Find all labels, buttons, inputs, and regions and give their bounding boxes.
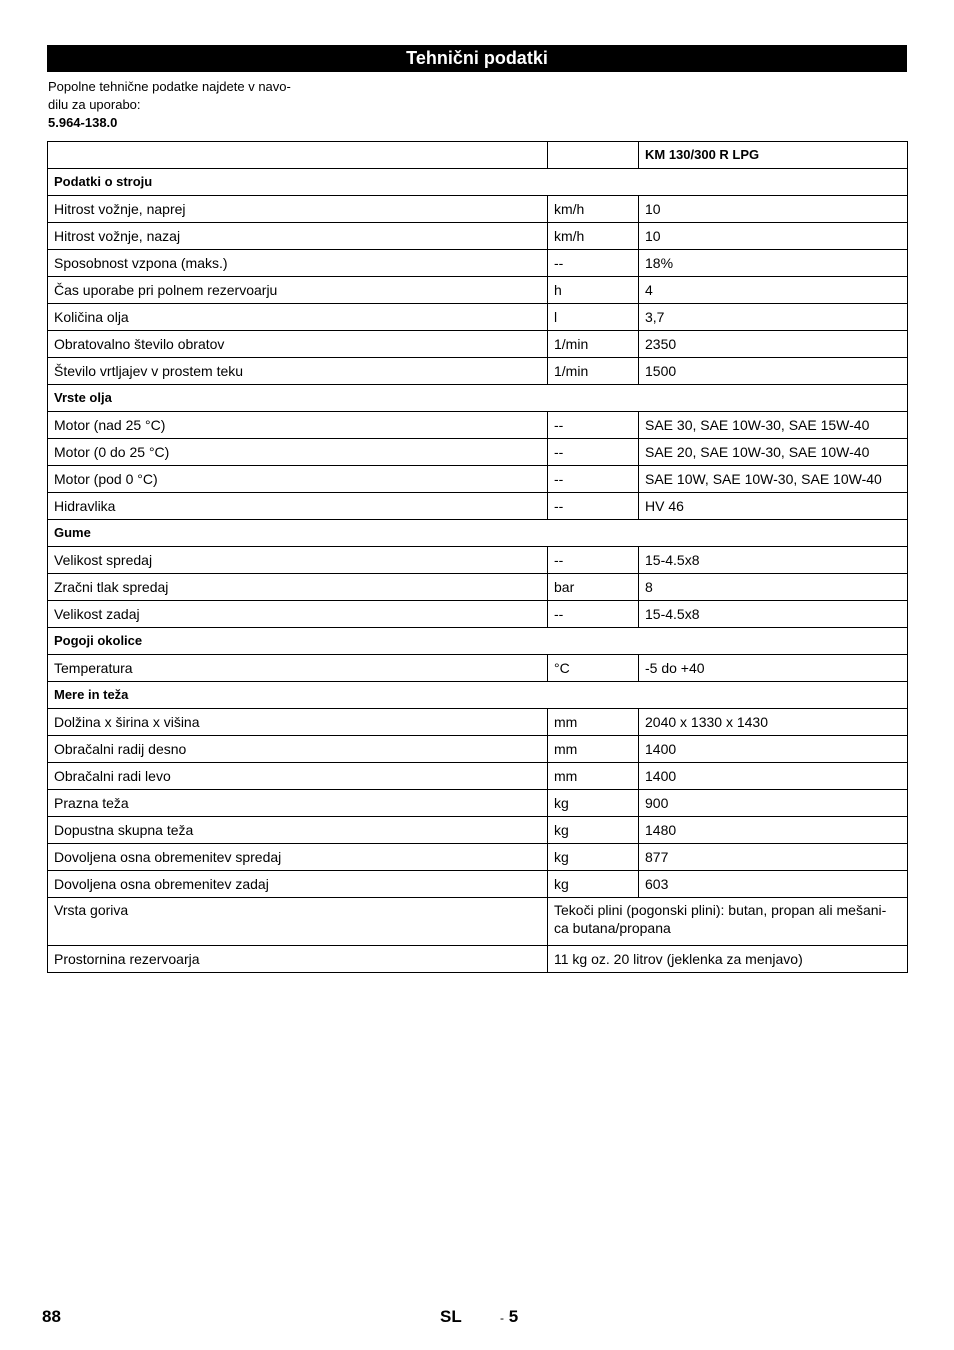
table-row: [48, 196, 908, 223]
section-row: [48, 385, 908, 412]
spec-value: 15-4.5x8: [639, 547, 908, 574]
spec-label: Število vrtljajev v prostem teku: [48, 358, 548, 385]
spec-unit: l: [548, 304, 639, 331]
spec-unit: --: [548, 250, 639, 277]
table-row: [48, 817, 908, 844]
table-row: [48, 466, 908, 493]
manual-code: 5.964-138.0: [48, 115, 118, 130]
section-heading: Vrste olja: [48, 385, 908, 412]
spec-unit: --: [548, 412, 639, 439]
spec-label: Dovoljena osna obremenitev spredaj: [48, 844, 548, 871]
section-heading: Pogoji okolice: [48, 628, 908, 655]
footer-dash: -: [500, 1311, 504, 1325]
spec-label: Zračni tlak spredaj: [48, 574, 548, 601]
page-number: 88: [42, 1307, 61, 1326]
table-row: [48, 655, 908, 682]
spec-label: Prazna teža: [48, 790, 548, 817]
spec-value: 4: [639, 277, 908, 304]
section-row: [48, 169, 908, 196]
spec-value: 2350: [639, 331, 908, 358]
spec-value: 1500: [639, 358, 908, 385]
spec-unit: kg: [548, 844, 639, 871]
table-row: [48, 547, 908, 574]
spec-unit: °C: [548, 655, 639, 682]
table-row: [48, 946, 908, 973]
spec-value: 2040 x 1330 x 1430: [639, 709, 908, 736]
spec-value: 3,7: [639, 304, 908, 331]
section-heading: Gume: [48, 520, 908, 547]
spec-value: SAE 10W, SAE 10W-30, SAE 10W-40: [639, 466, 908, 493]
spec-label: Motor (0 do 25 °C): [48, 439, 548, 466]
spec-unit: kg: [548, 871, 639, 898]
table-row: [48, 844, 908, 871]
table-row: [48, 601, 908, 628]
spec-unit: 1/min: [548, 358, 639, 385]
spec-unit: --: [548, 601, 639, 628]
spec-label: Dovoljena osna obremenitev zadaj: [48, 871, 548, 898]
spec-label: Motor (pod 0 °C): [48, 466, 548, 493]
spec-label: Čas uporabe pri polnem rezervoarju: [48, 277, 548, 304]
spec-unit: km/h: [548, 196, 639, 223]
spec-unit: kg: [548, 817, 639, 844]
page-title: Tehnični podatki: [47, 45, 907, 72]
table-row: [48, 412, 908, 439]
spec-value: 8: [639, 574, 908, 601]
spec-label: Obračalni radi levo: [48, 763, 548, 790]
section-row: [48, 682, 908, 709]
table-row: [48, 223, 908, 250]
spec-label: Motor (nad 25 °C): [48, 412, 548, 439]
header-cell-empty: [48, 142, 548, 169]
spec-unit: 1/min: [548, 331, 639, 358]
table-row: [48, 790, 908, 817]
table-row: [48, 871, 908, 898]
spec-label: Količina olja: [48, 304, 548, 331]
spec-value: HV 46: [639, 493, 908, 520]
table-row: [48, 358, 908, 385]
spec-value: 1400: [639, 763, 908, 790]
spec-label: Obratovalno število obratov: [48, 331, 548, 358]
table-header-row: [48, 142, 908, 169]
spec-value: 877: [639, 844, 908, 871]
section-row: [48, 628, 908, 655]
spec-label: Hitrost vožnje, nazaj: [48, 223, 548, 250]
spec-label: Obračalni radij desno: [48, 736, 548, 763]
section-heading: Mere in teža: [48, 682, 908, 709]
spec-value: SAE 20, SAE 10W-30, SAE 10W-40: [639, 439, 908, 466]
table-row: [48, 709, 908, 736]
table-row: [48, 304, 908, 331]
spec-unit: --: [548, 439, 639, 466]
spec-value: 1480: [639, 817, 908, 844]
section-page: [500, 1307, 518, 1327]
spec-value: 10: [639, 196, 908, 223]
table-row: [48, 763, 908, 790]
table-row: [48, 574, 908, 601]
spec-unit: mm: [548, 763, 639, 790]
spec-value-line: 11 kg oz. 20 litrov (jeklenka za menjavo): [554, 951, 803, 967]
spec-label: Prostornina rezervoarja: [48, 946, 548, 973]
spec-unit: bar: [548, 574, 639, 601]
spec-label: Dolžina x širina x višina: [48, 709, 548, 736]
spec-label: Dopustna skupna teža: [48, 817, 548, 844]
spec-value: 15-4.5x8: [639, 601, 908, 628]
section-heading: Podatki o stroju: [48, 169, 908, 196]
section-page-number: 5: [508, 1307, 519, 1326]
header-cell-empty: [548, 142, 639, 169]
table-row: [48, 331, 908, 358]
table-row: [48, 898, 908, 946]
language-code: SL: [440, 1307, 462, 1326]
spec-value: 10: [639, 223, 908, 250]
spec-unit: --: [548, 493, 639, 520]
table-row: [48, 277, 908, 304]
table-row: [48, 493, 908, 520]
spec-unit: mm: [548, 709, 639, 736]
spec-value-line: Tekoči plini (pogonski plini): butan, propan ali mešani-: [554, 902, 887, 918]
spec-label: Hitrost vožnje, naprej: [48, 196, 548, 223]
table-row: [48, 250, 908, 277]
spec-label: Velikost zadaj: [48, 601, 548, 628]
spec-unit: --: [548, 547, 639, 574]
intro-line-1: Popolne tehnične podatke najdete v navo-: [48, 79, 291, 94]
spec-unit: km/h: [548, 223, 639, 250]
model-name: KM 130/300 R LPG: [639, 142, 908, 169]
spec-value: 603: [639, 871, 908, 898]
spec-value: 18%: [639, 250, 908, 277]
spec-label: Vrsta goriva: [48, 898, 548, 946]
spec-label: Velikost spredaj: [48, 547, 548, 574]
spec-value-line: ca butana/propana: [554, 920, 671, 936]
spec-value: [548, 898, 908, 946]
spec-value: -5 do +40: [639, 655, 908, 682]
spec-value: 900: [639, 790, 908, 817]
intro-line-2: dilu za uporabo:: [48, 97, 141, 112]
spec-label: Hidravlika: [48, 493, 548, 520]
section-row: [48, 520, 908, 547]
spec-unit: --: [548, 466, 639, 493]
table-row: [48, 439, 908, 466]
spec-value: [548, 946, 908, 973]
intro-text: [48, 78, 348, 132]
spec-unit: mm: [548, 736, 639, 763]
spec-label: Temperatura: [48, 655, 548, 682]
spec-value: 1400: [639, 736, 908, 763]
spec-table: [47, 141, 908, 973]
table-row: [48, 736, 908, 763]
spec-value: SAE 30, SAE 10W-30, SAE 15W-40: [639, 412, 908, 439]
spec-label: Sposobnost vzpona (maks.): [48, 250, 548, 277]
spec-unit: h: [548, 277, 639, 304]
spec-unit: kg: [548, 790, 639, 817]
